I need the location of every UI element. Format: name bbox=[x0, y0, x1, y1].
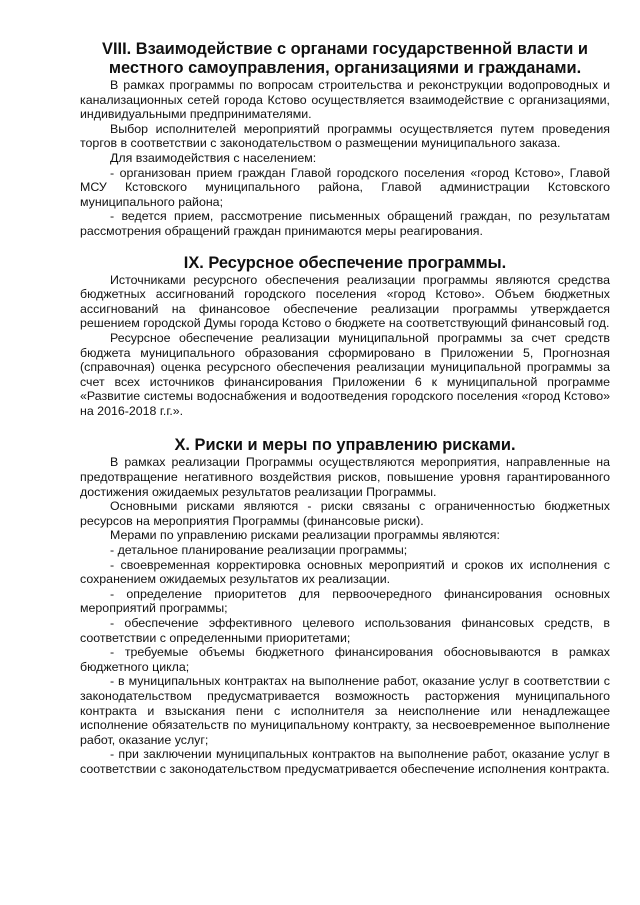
paragraph: Источниками ресурсного обеспечения реализации программы являются средства бюджетных ассигнований городского поселения «город Кстово». Объем бюджетных ассигнований на финансовое обеспечение реализации программы утверждается решением городской Думы города Кстово о бюджете на соответствующий финансовый год. bbox=[80, 272, 610, 331]
paragraph: Мерами по управлению рисками реализации программы являются: bbox=[110, 528, 500, 543]
section-spacer bbox=[80, 418, 610, 436]
list-item: - ведется прием, рассмотрение письменных обращений граждан, по результатам рассмотрения обращений граждан принимаются меры реагирования. bbox=[80, 209, 610, 238]
list-item: - своевременная корректировка основных мероприятий и сроков их исполнения с сохранением ожидаемых результатов их реализации. bbox=[80, 557, 610, 587]
section-interaction bbox=[80, 40, 610, 239]
paragraph: В рамках программы по вопросам строительства и реконструкции водопроводных и канализационных сетей города Кстово осуществляется взаимодействие с организациями, индивидуальными предпринимателями. bbox=[80, 78, 610, 122]
paragraph: В рамках реализации Программы осуществляются мероприятия, направленные на предотвращение негативного воздействия рисков, повышение уровня гарантированного достижения ожидаемых результатов реализации Программы. bbox=[80, 455, 610, 499]
list-item: - определение приоритетов для первоочередного финансирования основных мероприятий программы; bbox=[80, 586, 610, 616]
section-resources bbox=[80, 254, 610, 419]
document-page bbox=[80, 40, 610, 777]
list-item: - требуемые объемы бюджетного финансирования обосновываются в рамках бюджетного цикла; bbox=[80, 645, 610, 674]
section-risks bbox=[80, 436, 610, 776]
section-heading-risks: X. Риски и меры по управлению рисками. bbox=[174, 436, 516, 455]
list-item: - детальное планирование реализации программы; bbox=[110, 543, 408, 558]
list-item: - организован прием граждан Главой городского поселения «город Кстово», Главой МСУ Кстовского муниципального района, Главой администрации Кстовского муниципального района; bbox=[80, 165, 610, 209]
section-heading-resources: IX. Ресурсное обеспечение программы. bbox=[183, 253, 507, 272]
paragraph: Для взаимодействия с населением: bbox=[110, 150, 317, 165]
paragraph: Выбор исполнителей мероприятий программы осуществляется путем проведения торгов в соответствии с законодательством о размещении муниципального заказа. bbox=[80, 121, 610, 151]
paragraph: Ресурсное обеспечение реализации муниципальной программы за счет средств бюджета муниципального образования сформировано в Приложении 5, Прогнозная (справочная) оценка ресурсного обеспечения реализации муниципальной программы за счет всех источников финансирования Приложении 6 к муниципальной программе «Развитие системы водоснабжения и водоотведения городского поселения «город Кстово» на 2016-2018 г.г.». bbox=[80, 330, 610, 418]
section-heading-interaction: VIII. Взаимодействие с органами государственной власти и местного самоуправления, организациями и гражданами. bbox=[102, 40, 588, 77]
paragraph: Основными рисками являются - риски связаны с ограниченностью бюджетных ресурсов на мероприятия Программы (финансовые риски). bbox=[80, 499, 610, 528]
list-item: - в муниципальных контрактах на выполнение работ, оказание услуг в соответствии с законодательством предусматривается возможность расторжения муниципального контракта и взыскания пени с исполнителя за неисполнение или ненадлежащее исполнение обязательств по муниципальному контракту, за несвоевременное выполнение работ, оказание услуг; bbox=[80, 674, 610, 747]
list-item: - обеспечение эффективного целевого использования финансовых средств, в соответствии с определенными приоритетами; bbox=[80, 616, 610, 645]
section-spacer bbox=[80, 239, 610, 254]
list-item: - при заключении муниципальных контрактов на выполнение работ, оказание услуг в соответствии с законодательством предусматривается обеспечение исполнения контракта. bbox=[80, 747, 610, 776]
